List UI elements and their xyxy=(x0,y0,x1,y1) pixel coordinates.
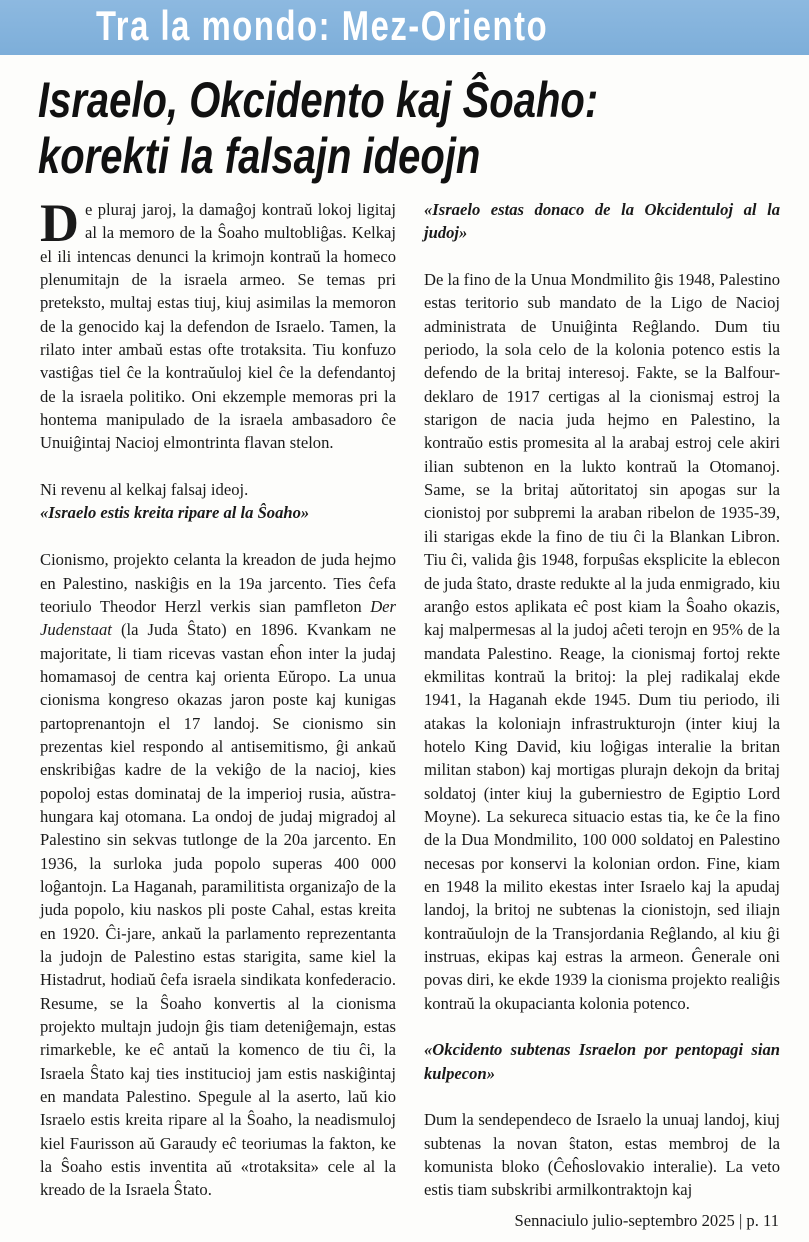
paragraph-1-text-b: (la Juda Ŝtato) en 1896. Kvankam ne majoritate, li tiam ricevas vastan eĥon inter la judaj homamasoj de centra kaj orienta Eŭropo. La unua cionisma kongreso okazas jaron poste kaj kunigas partoprenantojn el 17 landoj. Se cionismo sin prezentas kiel respondo al antisemitismo, ĝi ankaŭ enskribiĝas kadre de la vekiĝo de la nacioj, kies popoloj estas dominataj de la imperioj rusia, aŭstra-hungara kaj otomana. La ondoj de judaj migradoj al Palestino sin sekvas tutlonge de la 20a jarcento. En 1936, la surloka juda popolo superas 400 000 loĝantojn. La Haganah, paramilitista organizaĵo de la juda popolo, kiu naskos pli poste Cahal, estas kreita en 1920. Ĉi-jare, ankaŭ la parlamento reprezentanta la judojn de Palestino estas starigita, same kiel la Histadrut, hodiaŭ ĉefa israela sindikata konfederacio. Resume, se la Ŝoaho konvertis al la cionisma projekto multajn judojn ĝis tiam deteniĝemajn, estas rimarkeble, ke eĉ antaŭ la komenco de tiu ĉi, la Israela Ŝtato kaj ties institucioj jam estis naskiĝintaj en mandata Palestino. Spegule al la aserto, laŭ kio Israelo estis kreita ripare al la Ŝoaho, la neadismuloj kiel Faurisson aŭ Garaudy eĉ teoriumas la fakton, ke la Ŝoaho estis inventita aŭ «trotaksita» cele al la kreado de la Israela Ŝtato. xyxy=(40,620,396,1200)
article-columns xyxy=(0,193,809,1202)
drop-cap: D xyxy=(40,193,79,253)
paragraph-1 xyxy=(40,548,396,1202)
transition-text: Ni revenu al kelkaj falsaj ideoj. xyxy=(40,480,249,500)
subheading-1: «Israelo estis kreita ripare al la Ŝoaho» xyxy=(40,503,310,523)
book-title: Der Judenstaat xyxy=(40,596,396,640)
subheading-2: «Israelo estas donaco de la Okcidentuloj al la judoj» xyxy=(424,200,780,243)
section-band xyxy=(0,0,809,55)
paragraph-1-text-a: Cionismo, projekto celanta la kreadon de juda hejmo en Palestino, naskiĝis en la 19a jarcento. Ties ĉefa teoriulo Theodor Herzl verkis sian pamfleton xyxy=(40,550,396,616)
article-column-1 xyxy=(40,193,396,1202)
intro-paragraph xyxy=(40,193,396,455)
subheading-3: «Okcidento subtenas Israelon por pentopagi sian kulpecon» xyxy=(424,1040,780,1083)
paragraph-2: De la fino de la Unua Mondmilito ĝis 1948, Palestino estas teritorio sub mandato de la Ligo de Nacioj administrata de Unuiĝinta Reĝlando. Dum tiu periodo, la sola celo de la kolonia potenco estis la defendo de la britaj interesoj. Fakte, se la Balfour-deklaro de 1917 certigas al la cionismaj estroj la starigon de nacia juda hejmo en Palestino, la kontraŭo estis promesita al la arabaj estroj cele akiri ilian subtenon en la lukto kontraŭ la Otomanoj. Same, se la britaj aŭtoritatoj sin apogas sur la cionistoj por subpremi la araban ribelon de 1935-39, ili starigas ekde la fino de tiu ĉi la Blankan Libron. Tiu ĉi, valida ĝis 1948, forpuŝas eksplicite la eblecon de juda ŝtato, draste redukte al la juda enmigrado, kiu aranĝo estos aplikata eĉ post kiam la Ŝoaho okazis, kaj malpermesas al la judoj aĉeti terojn en 95% de la mandata Palestino. Reage, la cionismaj fortoj rekte ekmilitas kontraŭ la britoj: la plej radikalaj ekde 1941, la Haganah ekde 1945. Dum tiu periodo, ili atakas la koloniajn infrastrukturojn (inter kiuj la hotelo King David, kiu loĝigas interalie la britan militan stabon) kaj mortigas plurajn dekojn da britaj soldatoj (inter kiuj la guberniestro de Egiptio Lord Moyne). La sekureca situacio estas tia, ke ĉe la fino de la Dua Mondmilito, 100 000 soldatoj en Palestino necesas por konservi la kolonian ordon. Fine, kiam en 1948 la milito ekestas inter Israelo kaj la apudaj landoj, la britoj ne subtenas la cionistojn, sed iliajn kontraŭulojn de la Transjordania Reĝlando, al kiu ĝi instruas, ekipas kaj estras la armeon. Ĝenerale oni povas diri, ke ekde 1939 la cionisma projekto realiĝis kontraŭ la okupacianta kolonia potenco. xyxy=(424,270,780,1013)
page-footer: Sennaciulo julio-septembro 2025 | p. 11 xyxy=(514,1210,779,1230)
headline-line-1: Israelo, Okcidento kaj Ŝoaho: xyxy=(38,72,599,128)
section-title: Tra la mondo: Mez-Oriento xyxy=(96,2,549,49)
intro-text: e pluraj jaroj, la damaĝoj kontraŭ lokoj ligitaj al la memoro de la Ŝoaho multobliĝas. Kelkaj el ili intencas denunci la krimojn kontraŭ la homeco plenumitajn de la israela armeo. Se temas pri preteksto, multaj estas tiuj, kiuj asimilas la memoron de la genocido kaj la defendon de Israelo. Tamen, la rilato inter ambaŭ estas ofte trotaksita. Tiu konfuzo vastiĝas tiel ĉe la kontraŭuloj kiel ĉe la defendantoj de la israela politiko. Oni ekzemple memoras pri la hontema manipulado de la israela ambasadoro ĉe Unuiĝintaj Nacioj elmontrinta flavan stelon. xyxy=(40,200,396,453)
headline-line-2: korekti la falsajn ideojn xyxy=(38,128,481,184)
article-column-2 xyxy=(424,198,780,1202)
paragraph-3: Dum la sendependeco de Israelo la unuaj landoj, kiuj subtenas la novan ŝtaton, estas membroj de la komunista bloko (Ĉeĥoslovakio interalie). La veto estis tiam subskribi armilkontraktojn kaj xyxy=(424,1110,780,1200)
article-headline xyxy=(38,72,598,184)
